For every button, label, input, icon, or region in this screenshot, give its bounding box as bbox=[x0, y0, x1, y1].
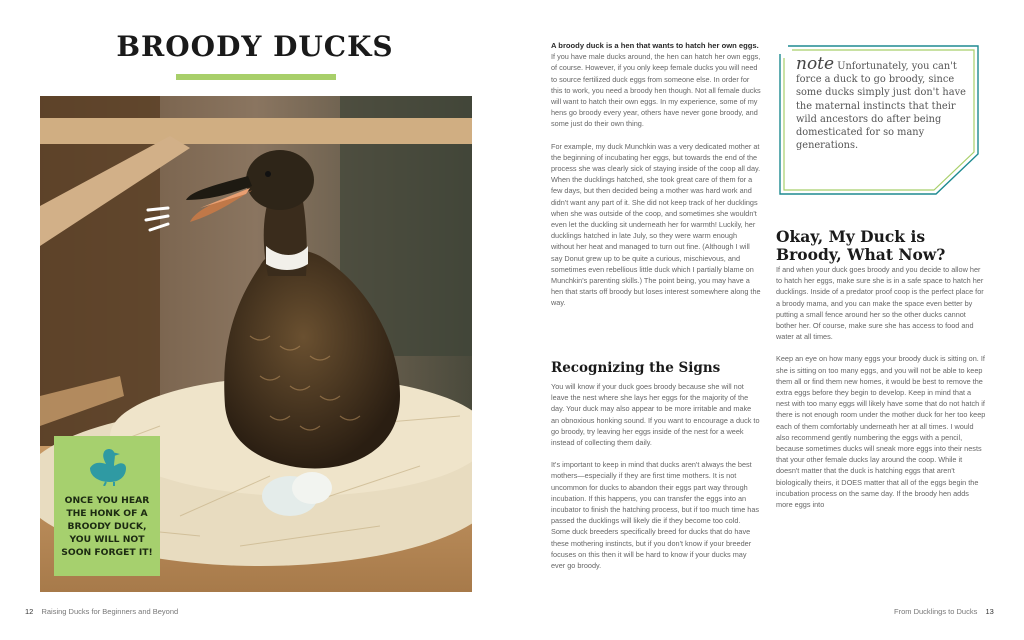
intro-paragraph bbox=[551, 40, 761, 130]
note-body: Unfortunately, you can't force a duck to go broody, since some ducks simply just don't have the maternal instincts that their wild ancestors do after being domesticated for so many generations. bbox=[796, 61, 966, 152]
left-footer bbox=[25, 607, 178, 616]
page-number-right: 13 bbox=[985, 607, 994, 616]
signs-paragraph: You will know if your duck goes broody because she will not leave the nest where she lays her eggs for the majority of the day. Your duck may also appear to be more irritable and make an obnoxious honking sound. If you want to encourage a duck to go broody, try leaving her eggs inside of the nest for a week instead of collecting them daily. bbox=[551, 382, 760, 448]
body-column-2 bbox=[776, 264, 986, 521]
body-column-1 bbox=[551, 40, 761, 320]
page-title: BROODY DUCKS bbox=[116, 30, 394, 63]
right-footer bbox=[894, 607, 994, 616]
callout-quote: ONCE YOU HEAR THE HONK OF A BROODY DUCK, YOU WILL NOT SOON FORGET IT! bbox=[61, 495, 153, 558]
title-underline bbox=[176, 74, 336, 80]
heading-recognizing-signs: Recognizing the Signs bbox=[551, 360, 721, 376]
chapter-title-footer: From Ducklings to Ducks bbox=[894, 607, 978, 616]
note-label: note bbox=[796, 54, 835, 74]
intro-body: If you have male ducks around, the hen can hatch her own eggs, of course. However, if you only keep female ducks you will need to source fertilized duck eggs from someone else. In order for this to work, you need a broody hen though. Not all female ducks will want to hatch their own eggs. In my experience, some of my hens go broody every year, others have never gone broody, and some just do their own thing. bbox=[551, 52, 761, 129]
munchkin-paragraph: For example, my duck Munchkin was a very dedicated mother at the beginning of incubating her eggs, but towards the end of the process she was clearly sick of staying inside of the coop all day. When the ducklings hatched, she took great care of them for a few days, but then decided being a mother was hard work and didn't want any part of it. She did not keep track of her ducklings when she was outside of the coop, and sometimes she wouldn't even let the duckling sit underneath her for warmth! Luckily, her ducklings hatched in late July, so they were warm enough without her heat and managed to turn out fine. (Although I will say Donut grew up to be quite a curious, mischievous, and sometimes even rebellious little duck which I partially blame on Munchkin's parenting skills.) The point being, you may have a hen that starts off broody but loses interest somewhere along the way. bbox=[551, 141, 761, 308]
mothers-paragraph: It's important to keep in mind that ducks aren't always the best mothers—especially if they are first time mothers. It is not uncommon for ducks to abandon their eggs part way through incubation. If this happens, you can transfer the eggs into an incubator to finish the hatching process, but if too much time has passed the ducklings will likely die if they become too cold. Some duck breeders specifically breed for ducks that do have these mothering instincts, but if you don't know if your breeder focuses on this then it will be hard to know if your ducks may ever go broody. bbox=[551, 460, 760, 571]
callout-box bbox=[54, 436, 160, 576]
body-column-1-lower bbox=[551, 381, 761, 582]
egg-count-paragraph: Keep an eye on how many eggs your broody duck is sitting on. If she is sitting on too many eggs, and you will not be able to keep them all or find them new homes, it would be best to remove the extra eggs before they begin to develop. Keep in mind that a nest with too many eggs will likely have some that do not hatch if there is not enough room under the mother duck for her too keep each of them comfortably underneath her at all times. I would also recommend gently numbering the eggs with a pencil, because sometimes ducks will sneak more eggs into their nests that your other female ducks lay around the coop. While it doesn't matter that the duck is hatching eggs that aren't biologically theirs, it DOES matter that all of the eggs begin the incubation process on the same day. If the broody hen adds more eggs into bbox=[776, 354, 986, 510]
lead-sentence: A broody duck is a hen that wants to hatch her own eggs. bbox=[551, 41, 759, 50]
duck-icon bbox=[84, 446, 130, 486]
note-callout bbox=[796, 54, 972, 152]
heading-okay-broody: Okay, My Duck is Broody, What Now? bbox=[776, 227, 946, 264]
page-number-left: 12 bbox=[25, 607, 34, 616]
safe-space-paragraph: If and when your duck goes broody and you decide to allow her to hatch her eggs, make sure she is in a safe space to hatch her ducklings. Inside of a predator proof coop is the perfect place for a broody mama, and you can make the space even better by putting a small fence around her so the other ducks cannot bother her. Of course, make sure she has access to food and water at all times. bbox=[776, 265, 984, 342]
book-title-footer: Raising Ducks for Beginners and Beyond bbox=[41, 607, 179, 616]
